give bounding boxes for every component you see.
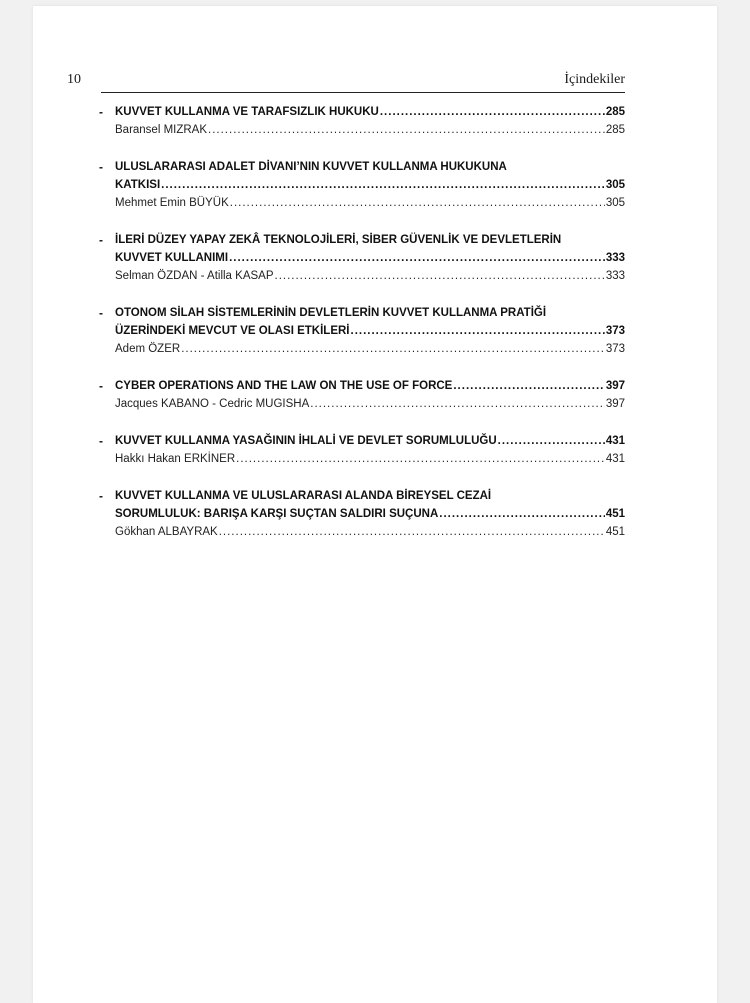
entry-title: KUVVET KULLANMA VE ULUSLARARASI ALANDA BİREYSEL CEZAİ [115, 490, 492, 502]
entry-author-page: 333 [605, 270, 625, 282]
dot-leader [310, 395, 605, 413]
entry-page: 285 [605, 106, 625, 118]
entry-page: 451 [605, 508, 625, 520]
entry-author-line[interactable] [115, 121, 625, 139]
entry-title-line[interactable] [115, 505, 625, 523]
entry-author-page: 397 [605, 398, 625, 410]
dot-leader [498, 432, 605, 450]
entry-title: KUVVET KULLANMA VE TARAFSIZLIK HUKUKU [115, 106, 379, 118]
entry-page: 333 [605, 252, 625, 264]
entry-title-line[interactable] [115, 231, 625, 249]
entry-title-line[interactable] [115, 487, 625, 505]
entry-author-line[interactable] [115, 450, 625, 468]
entry-dash: - [99, 434, 103, 448]
entry-dash: - [99, 379, 103, 393]
entry-title: SORUMLULUK: BARIŞA KARŞI SUÇTAN SALDIRI SUÇUNA [115, 508, 439, 520]
entry-author: Gökhan ALBAYRAK [115, 526, 218, 538]
dot-leader [439, 505, 605, 523]
entry-title-line[interactable] [115, 432, 625, 450]
entry-page: 305 [605, 179, 625, 191]
dot-leader [161, 176, 605, 194]
entry-author-line[interactable] [115, 340, 625, 358]
entry-title: KUVVET KULLANMA YASAĞININ İHLALİ VE DEVLET SORUMLULUĞU [115, 435, 497, 447]
toc-entry[interactable] [99, 432, 625, 468]
entry-author: Baransel MIZRAK [115, 124, 208, 136]
entry-author: Adem ÖZER [115, 343, 181, 355]
entry-title-line[interactable] [115, 103, 625, 121]
page-number: 10 [67, 72, 81, 87]
toc-entry[interactable] [99, 377, 625, 413]
entry-page: 397 [605, 380, 625, 392]
dot-leader [219, 523, 605, 541]
entry-page: 431 [605, 435, 625, 447]
dot-leader [275, 267, 605, 285]
dot-leader [453, 377, 604, 395]
entry-author-line[interactable] [115, 523, 625, 541]
entry-author-line[interactable] [115, 194, 625, 212]
dot-leader [351, 322, 605, 340]
toc-entry[interactable] [99, 103, 625, 139]
entry-title: KATKISI [115, 179, 161, 191]
entry-title: CYBER OPERATIONS AND THE LAW ON THE USE OF FORCE [115, 380, 453, 392]
dot-leader [181, 340, 605, 358]
entry-dash: - [99, 160, 103, 174]
entry-page: 373 [605, 325, 625, 337]
running-header [67, 70, 625, 92]
entry-title-line[interactable] [115, 304, 625, 322]
entry-title: İLERİ DÜZEY YAPAY ZEKÂ TEKNOLOJİLERİ, SİBER GÜVENLİK VE DEVLETLERİN [115, 234, 562, 246]
entry-author: Selman ÖZDAN - Atilla KASAP [115, 270, 274, 282]
entry-author-line[interactable] [115, 395, 625, 413]
dot-leader [230, 194, 605, 212]
dot-leader [380, 103, 605, 121]
entry-dash: - [99, 105, 103, 119]
table-of-contents [99, 103, 625, 541]
entry-title: ULUSLARARASI ADALET DİVANI’NIN KUVVET KULLANMA HUKUKUNA [115, 161, 507, 173]
dot-leader [236, 450, 605, 468]
entry-dash: - [99, 306, 103, 320]
toc-entry[interactable] [99, 487, 625, 541]
entry-title-line[interactable] [115, 158, 625, 176]
section-title: İçindekiler [564, 72, 625, 87]
entry-dash: - [99, 233, 103, 247]
entry-title-line[interactable] [115, 322, 625, 340]
dot-leader [208, 121, 605, 139]
dot-leader [229, 249, 605, 267]
entry-dash: - [99, 489, 103, 503]
entry-title: KUVVET KULLANIMI [115, 252, 229, 264]
toc-entry[interactable] [99, 304, 625, 358]
entry-author: Mehmet Emin BÜYÜK [115, 197, 229, 209]
entry-author-page: 305 [605, 197, 625, 209]
header-rule [101, 92, 625, 93]
entry-author: Jacques KABANO - Cedric MUGISHA [115, 398, 310, 410]
toc-entry[interactable] [99, 158, 625, 212]
toc-entry[interactable] [99, 231, 625, 285]
entry-author-page: 373 [605, 343, 625, 355]
entry-author-page: 451 [605, 526, 625, 538]
entry-title-line[interactable] [115, 176, 625, 194]
entry-title-line[interactable] [115, 249, 625, 267]
entry-author: Hakkı Hakan ERKİNER [115, 453, 236, 465]
entry-author-page: 431 [605, 453, 625, 465]
entry-author-page: 285 [605, 124, 625, 136]
entry-title-line[interactable] [115, 377, 625, 395]
entry-title: OTONOM SİLAH SİSTEMLERİNİN DEVLETLERİN KUVVET KULLANMA PRATİĞİ [115, 307, 547, 319]
entry-title: ÜZERİNDEKİ MEVCUT VE OLASI ETKİLERİ [115, 325, 350, 337]
entry-author-line[interactable] [115, 267, 625, 285]
